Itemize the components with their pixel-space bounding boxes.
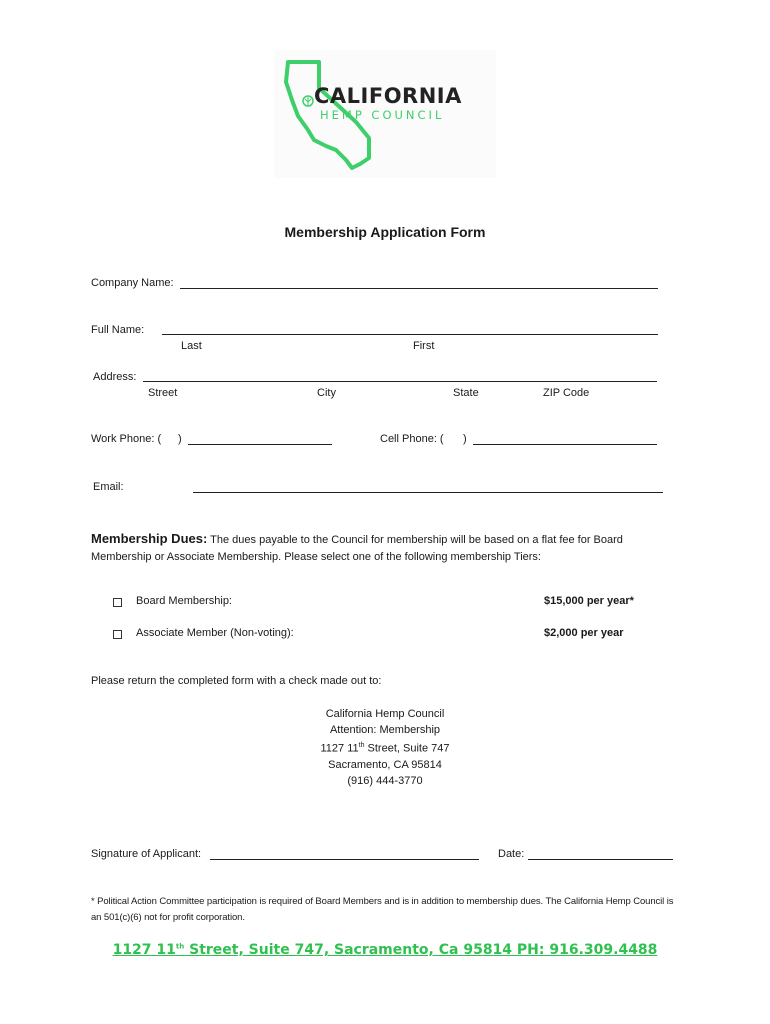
email-field[interactable]	[193, 492, 663, 493]
dues-heading: Membership Dues:	[91, 531, 208, 546]
logo-name-line2: HEMP COUNCIL	[320, 108, 445, 122]
footnote	[91, 894, 673, 926]
full-name-last-caption: Last	[181, 340, 202, 352]
dues-text-line2: Membership or Associate Membership. Please select one of the following membership Tiers:	[91, 551, 541, 563]
board-membership-label: Board Membership:	[136, 595, 232, 607]
full-name-label: Full Name:	[91, 324, 145, 336]
address-street-caption: Street	[148, 387, 178, 399]
signature-field[interactable]	[210, 859, 479, 860]
cell-phone-field[interactable]	[473, 444, 657, 445]
date-field[interactable]	[528, 859, 673, 860]
work-phone-label: Work Phone: (	[91, 433, 162, 445]
board-membership-checkbox[interactable]	[113, 598, 122, 607]
full-name-field[interactable]	[162, 334, 658, 335]
work-phone-close-paren: )	[178, 433, 182, 445]
associate-member-label: Associate Member (Non-voting):	[136, 627, 294, 639]
address-field[interactable]	[143, 381, 657, 382]
work-phone-field[interactable]	[188, 444, 332, 445]
address-zip-caption: ZIP Code	[543, 387, 590, 399]
cell-phone-label: Cell Phone: (	[380, 433, 444, 445]
footer-contact: 1127 11th Street, Suite 747, Sacramento, Ca 95814 PH: 916.309.4488	[112, 942, 658, 958]
date-label: Date:	[498, 848, 525, 860]
mailing-city: Sacramento, CA 95814	[328, 758, 442, 771]
mailing-address-block	[0, 706, 770, 789]
footnote-line2: an 501(c)(6) not for profit corporation.	[91, 912, 245, 923]
company-name-field[interactable]	[180, 288, 658, 289]
address-label: Address:	[93, 371, 137, 383]
mailing-phone: (916) 444-3770	[347, 774, 423, 787]
dues-text-line1: The dues payable to the Council for membership will be based on a flat fee for Board	[210, 534, 623, 546]
return-instruction: Please return the completed form with a check made out to:	[91, 675, 382, 687]
mailing-org: California Hemp Council	[325, 708, 445, 720]
address-city-caption: City	[317, 387, 336, 399]
associate-member-checkbox[interactable]	[113, 630, 122, 639]
address-state-caption: State	[453, 387, 479, 399]
company-name-label: Company Name:	[91, 277, 174, 289]
cell-phone-close-paren: )	[463, 433, 467, 445]
signature-label: Signature of Applicant:	[91, 848, 202, 860]
logo-name-line1: CALIFORNIA	[314, 84, 462, 108]
email-label: Email:	[93, 481, 124, 493]
full-name-first-caption: First	[413, 340, 435, 352]
form-title: Membership Application Form	[284, 224, 486, 240]
associate-member-price: $2,000 per year	[544, 627, 624, 639]
mailing-street: 1127 11th Street, Suite 747	[320, 742, 450, 755]
board-membership-price: $15,000 per year*	[544, 595, 634, 607]
dues-paragraph	[91, 530, 623, 566]
mailing-attention: Attention: Membership	[329, 724, 441, 736]
logo	[274, 50, 496, 178]
footnote-line1: * Political Action Committee participation is required of Board Members and is in addition to membership dues. The California Hemp Council is	[91, 896, 674, 907]
